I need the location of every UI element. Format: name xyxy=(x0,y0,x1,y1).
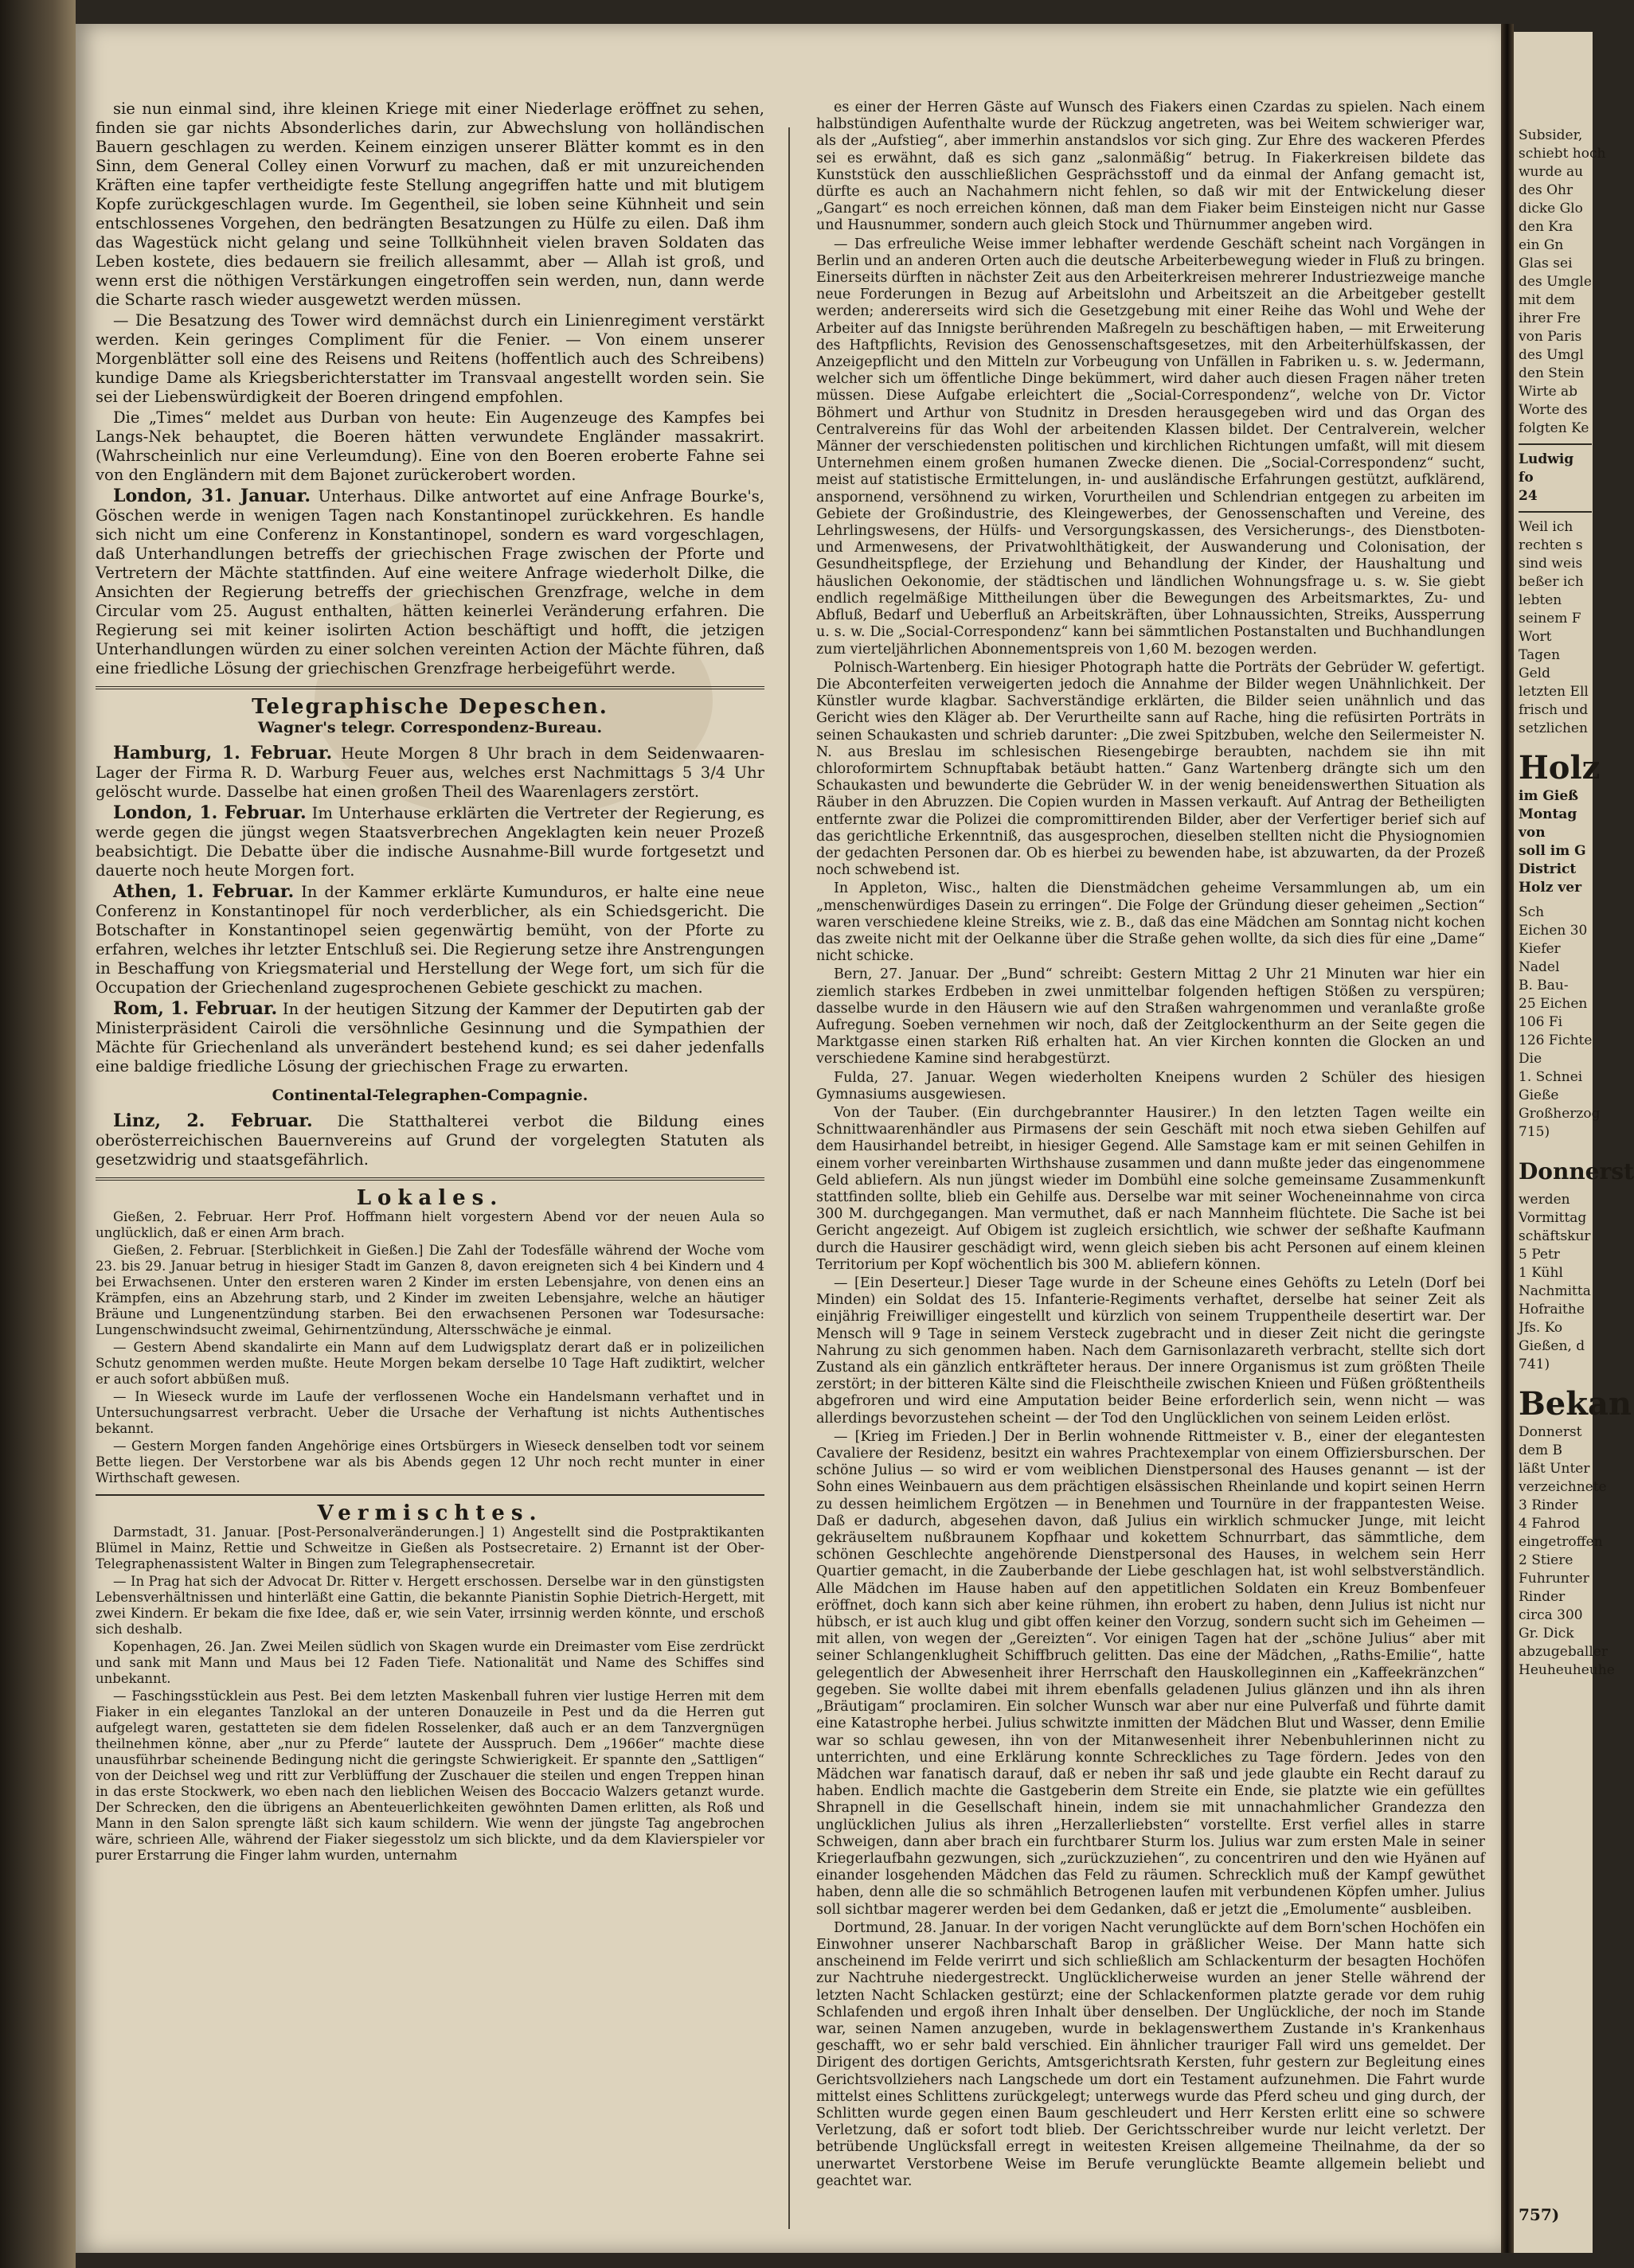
article-london xyxy=(96,486,764,678)
text-fragment: Tagen xyxy=(1519,647,1561,663)
dateline: Linz, 2. Februar. xyxy=(113,1111,313,1131)
paragraph: Dortmund, 28. Januar. In der vorigen Nacht verunglückte auf dem Born'schen Hochöfen ein Einwohner unserer Nachbarschaft Barop in gräßlicher Weise. Der Mann hatte sich anscheinend im Felde verirrt und sich schließlich am Schlackenturm der besagten Hochöfen zur Nachtruhe niedergestreckt. Unglücklicherweise wurden an jener Stelle während der letzten Nacht Schlacken gestürzt; eine der Schlackenformen platzte gerade vor dem ruhig Schlafenden und ergoß ihren Inhalt über denselben. Der Unglückliche, der noch im Stande war, seinen Namen anzugeben, wurde in beklagenswerthem Zustande in's Krankenhaus geschafft, wo er sehr bald verschied. Ein ähnlicher trauriger Fall wird uns gemeldet. Der Dirigent des dortigen Gerichts, Amtsgerichtsrath Kersten, fuhr gestern zur Begleitung eines Gerichtsvollziehers nach Langschede um dort ein Testament aufzunehmen. Die Fahrt wurde mittelst eines Schlittens zurückgelegt; unterwegs wurde das Pferd scheu und ging durch, der Schlitten wurde gegen einen Baum geschleudert und Herr Kersten erlitt eine so schwere Verletzung, daß er sofort todt blieb. Der Gerichtsschreiber wurde nur leicht verletzt. Der betrübende Unglücksfall erregt in weitesten Kreisen allgemeine Theilnahme, da der so unerwartet Verstorbene Weise im Berufe verunglückte Beamte allgemein beliebt und geachtet war. xyxy=(816,1919,1485,2189)
text-fragment: läßt Unter xyxy=(1519,1461,1590,1477)
section-heading-vermischtes: Vermischtes. xyxy=(317,1501,543,1525)
fragment-group xyxy=(1519,451,1592,505)
text-fragment: Fuhrunter xyxy=(1519,1571,1589,1587)
text-fragment: Vormittag xyxy=(1519,1210,1587,1226)
paragraph: Von der Tauber. (Ein durchgebrannter Hausirer.) In den letzten Tagen weilte ein Schnittwaarenhändler aus Pirmasens der sein Geschäft mit noch etwa sieben Gehilfen auf dem Hausirhandel betreibt, in hiesiger Gegend. Alle Samstage kam er mit seinen Gehilfen in einem vorher vereinbarten Wirthshause zusammen und dann mußte jeder das eingenommene Geld abliefern. Als nun jüngst wieder im Dombühl eine solche gemeinsame Zusammenkunft stattfinden sollte, blieb ein Gehilfe aus. Derselbe war mit seiner Wocheneinnahme von circa 300 M. durchgegangen. Man vermuthet, daß er nach Mannheim flüchtete. Die Sache ist bei Gericht angezeigt. Auf Obigem ist zugleich ersichtlich, wie schwer der seßhafte Kaufmann durch die Hausirer geschädigt wird, wenn gleich sieben bis acht Personen auf einem kleinen Territorium per Kopf wöchentlich bis 300 M. abliefern können. xyxy=(816,1104,1485,1273)
left-column xyxy=(96,100,764,1865)
text-fragment: Subsider, xyxy=(1519,127,1583,143)
text-fragment: seinem F xyxy=(1519,611,1581,627)
book-gutter xyxy=(1501,24,1514,2253)
text-fragment: frisch und xyxy=(1519,702,1589,718)
paragraph: Polnisch-Wartenberg. Ein hiesiger Photograph hatte die Porträts der Gebrüder W. gefertigt. Die Abconterfeiten verweigerten jedoch die Annahme der Bilder wegen Unähnlichkeit. Der Künstler wurde klagbar. Sachverständige erklärten, die Bilder seien unähnlich und das Gericht wies den Kläger ab. Der Verurtheilte sann auf Rache, hing die refüsirten Porträts in seinen Schaukasten und schrieb darunter: „Die zwei Spitzbuben, welche den Seilermeister N. N. aus Breslau im schlesischen Riesengebirge beraubten, nachdem sie ihn mit chloroformirtem Schnupftabak betäubt hatten.“ Ganz Wartenberg drängte sich um den Schaukasten und bewunderte die Gebrüder W. in der wenig beneidenswerthen Situation als Räuber in den Abruzzen. Die Copien wurden in Massen verkauft. Auf Antrag der Betheiligten entfernte zwar die Polizei die compromittirenden Bilder, aber der Verfertiger berief sich auf das gerichtliche Erkenntniß, das ausgesprochen, dieselben stellten nicht die Physiognomien der gedachten Personen dar. Ob es hierbei zu bewenden habe, ist abzuwarten, da der Prozeß noch schwebend ist. xyxy=(816,659,1485,879)
text-fragment: fo xyxy=(1519,470,1534,486)
text-fragment: Worte des xyxy=(1519,402,1588,418)
paragraph: Fulda, 27. Januar. Wegen wiederholten Kneipens wurden 2 Schüler des hiesigen Gymnasiums ausgewiesen. xyxy=(816,1069,1485,1103)
lokales-item: Gießen, 2. Februar. Herr Prof. Hoffmann hielt vorgestern Abend vor der neuen Aula so unglücklich, daß er einen Arm brach. xyxy=(96,1209,764,1240)
text-fragment: des Umgl xyxy=(1519,347,1584,363)
text-fragment: Ludwig xyxy=(1519,451,1574,467)
text-fragment: 3 Rinder xyxy=(1519,1497,1578,1513)
text-fragment: Donnerst xyxy=(1519,1424,1582,1440)
paragraph: In Appleton, Wisc., halten die Dienstmädchen geheime Versammlungen ab, um ein „menschenwürdiges Dasein zu erringen“. Die Folge der Gründung dieser geheimen „Section“ waren verschiedene kleine Streiks, wie z. B., daß das eine Mädchen am Sonntag nicht kochen das zweite nicht mit der Oelkanne über die Straße gehen wollte, da sich dies für eine „Dame“ nicht schicke. xyxy=(816,880,1485,965)
text-fragment: 126 Fichte xyxy=(1519,1033,1593,1048)
paragraph: — [Krieg im Frieden.] Der in Berlin wohnende Rittmeister v. B., einer der elegantesten Cavaliere der Residenz, besitzt ein wahres Prachtexemplar von einem Offiziersburschen. Der schöne Julius — so wird er vom weiblichen Dienstpersonal des Hauses genannt — ist der Sohn eines Weinbauern aus dem prächtigen elsässischen Rheinlande und kopirt seinen Herrn zu dessen heimlichem Ergötzen — in Benehmen und Tournüre in der frappantesten Weise. Daß er dadurch, abgesehen davon, daß Julius ein wirklich schmucker Junge, mit leicht gekräuseltem nußbraunem Kopfhaar und kokettem Schnurrbart, das sämmtliche, dem schönen Geschlechte angehörende Dienstpersonal des Hauses, in welchem sein Herr Quartier gemacht, in die Zauberbande der Liebe geschlagen hat, ist wohl selbstverständlich. Alle Mädchen im Hause haben auf den appetitlichen Soldaten ein Kreuz Bombenfeuer eröffnet, doch kann sich aber keine rühmen, ihn erobert zu haben, denn Julius ist nicht nur hübsch, er ist auch klug und gibt offen keiner den Vorzug, sondern sucht sich im Geheimen — mit allen, von wegen der „Gereizten“. Vor einigen Tagen hat der „schöne Julius“ aber mit seiner Schlangenklugheit Schiffbruch gelitten. Das eine der Mädchen, „Raths-Emilie“, hatte gelegentlich der Abwesenheit ihrer Herrschaft den Hauskolleginnen ein „Kaffeekränzchen“ gegeben. Sie wollte dabei mit ihrem ebenfalls geladenen Julius glänzen und ihn als ihren „Bräutigam“ proclamiren. Ein solcher Wunsch war aber nur eine Pulverfaß und führte damit eine Katastrophe herbei. Julius schwitzte inmitten der Mädchen Blut und Wasser, denn Emilie war so schlau gewesen, ihn von der Mitanwesenheit ihrer Nebenbuhlerinnen nicht zu unterrichten, und eine Erklärung konnte Schreckliches zu Tage fördern. Jedes von den Mädchen war fanatisch darauf, daß er neben ihr saß und jede glaubte ein Recht darauf zu haben. Endlich machte die Gastgeberin dem Streite ein Ende, sie platzte wie ein gefülltes Shrapnell in die Gesellschaft hinein, indem sie mit unnachahmlicher Grandezza den unglücklichen Julius als ihren „Herzallerliebsten“ vorstellte. Erst verfiel alles in starre Schweigen, dann aber brach ein furchtbarer Sturm los. Julius war zum ersten Male in seiner Kriegerlaufbahn gezwungen, sich „zurückzuziehen“, zu concentriren und den wie Hyänen auf einander losgehenden Mädchen das Feld zu räumen. Schrecklich muß der Kampf gewüthet haben, denn alle die so schmählich Betrogenen laufen mit verbundenen Köpfen umher. Julius soll sichtbar magerer werden bei dem Gedanken, daß er jetzt die „Emolumente“ ausbleiben. xyxy=(816,1428,1485,1918)
text-fragment: Glas sei xyxy=(1519,256,1573,271)
section-subheading: Wagner's telegr. Correspondenz-Bureau. xyxy=(257,719,603,736)
text-fragment: Hofraithe xyxy=(1519,1302,1585,1317)
text-fragment: 1 Kühl xyxy=(1519,1265,1563,1281)
divider xyxy=(1519,511,1592,513)
text-fragment: 5 Petr xyxy=(1519,1247,1560,1263)
text-fragment: Geld xyxy=(1519,666,1550,681)
text-fragment: abzugeballer xyxy=(1519,1644,1608,1660)
paragraph: sie nun einmal sind, ihre kleinen Kriege mit einer Niederlage eröffnet zu sehen, finden sie gar nichts Absonderliches darin, zur Abwechslung von holländischen Bauern geschlagen zu werden. Keinem einzigen unserer Blätter kommt es in den Sinn, dem General Colley einen Vorwurf zu machen, daß er mit unzureichenden Kräften eine tapfer vertheidigte feste Stellung angegriffen hatte und mit blutigem Kopfe zurückgeschlagen wurde. Im Gegentheil, sie loben seine Kühnheit und sein entschlossenes Vorgehen, den bedrängten Besatzungen zu Hülfe zu eilen. Daß ihm das Wagestück nicht gelang und seine Tollkühnheit vielen braven Soldaten das Leben kostete, dies bedauern sie freilich allesammt, aber — Allah ist groß, und wenn erst die nöthigen Verstärkungen eingetroffen sein werden, nun, dann werde die Scharte rasch wieder ausgewetzt werden müssen. xyxy=(96,100,764,309)
text-fragment: Sch xyxy=(1519,904,1545,920)
text-fragment: 1. Schnei xyxy=(1519,1069,1583,1085)
text-fragment: 106 Fi xyxy=(1519,1014,1563,1030)
dateline: London, 1. Februar. xyxy=(113,802,307,823)
text-fragment: im Gieß xyxy=(1519,788,1579,804)
text-fragment: werden xyxy=(1519,1192,1570,1208)
text-fragment: Nadel xyxy=(1519,959,1560,975)
section-heading-lokales: Lokales. xyxy=(356,1186,504,1210)
article-text: Unterhaus. Dilke antwortet auf eine Anfrage Bourke's, Göschen werde in wenigen Tagen nach Konstantinopel zurückkehren. Es handle sich nicht um eine Conferenz in Konstantinopel, sondern es ward vorgeschlagen, daß Unterhandlungen betreffs der griechischen Frage zwischen der Pforte und Vertretern der Mächte stattfinden. Auf eine weitere Anfrage wiederholt Dilke, die Ansichten der Regierung betreffs der griechischen Grenzfrage, welche in dem Circular vom 25. August enthalten, hätten keinerlei Veränderung erfahren. Die Regierung sei mit keiner isolirten Action beschäftigt und hofft, die jetzigen Unterhandlungen würden zu einer solchen vereinten Action der Mächte führen, daß eine friedliche Lösung der griechischen Grenzfrage herbeigeführt werde. xyxy=(96,487,764,677)
article-linz xyxy=(96,1111,764,1169)
text-fragment: Heuheuheuhe xyxy=(1519,1662,1615,1678)
text-fragment: beßer ich xyxy=(1519,574,1584,590)
ad-heading: Holz xyxy=(1519,749,1601,787)
text-fragment: mit dem xyxy=(1519,292,1575,308)
text-fragment: lebten xyxy=(1519,592,1562,608)
paragraph: es einer der Herren Gäste auf Wunsch des Fiakers einen Czardas zu spielen. Nach einem halbstündigen Aufenthalte wurde der Rückzug angetreten, was bei Weitem schwieriger war, als der „Aufstieg“, aber immerhin anstandslos vor sich ging. Zur Ehre des wackeren Pferdes sei es erwähnt, daß es sich ganz „salonmäßig“ betrug. In Fiakerkreisen bildete das Kunststück den ausschließlichen Gesprächsstoff und da einmal der Anfang gemacht ist, dürfte es auch an Nachahmern nicht fehlen, so daß wir mit der Entwickelung dieser „Gangart“ es noch erreichen können, daß man dem Fiaker beim Einsteigen nicht nur Gasse und Hausnummer, sondern auch gleich Stock und Thürnummer angeben wird. xyxy=(816,100,1485,234)
page-number: 757) xyxy=(1519,2205,1560,2224)
text-fragment: Holz ver xyxy=(1519,880,1582,896)
text-fragment: rechten s xyxy=(1519,537,1583,553)
fragment-group xyxy=(1519,519,1592,737)
dateline: London, 31. Januar. xyxy=(113,486,311,506)
text-fragment: Kiefer xyxy=(1519,941,1561,957)
text-fragment: von Paris xyxy=(1519,329,1582,345)
dateline: Athen, 1. Februar. xyxy=(113,881,295,902)
fragment-group xyxy=(1519,788,1592,896)
text-fragment: Montag xyxy=(1519,806,1577,822)
text-fragment: den Kra xyxy=(1519,219,1573,235)
next-page-strip xyxy=(1514,32,1634,2253)
article-text: Im Unterhause erklärten die Vertreter der Regierung, es werde gegen die jüngst wegen Staatsverbrechen Angeklagten kein neuer Prozeß beabsichtigt. Die Debatte über die indische Ausnahme-Bill wurde fortgesetzt und dauerte noch heute Morgen fort. xyxy=(96,804,764,880)
text-fragment: Gießen, d xyxy=(1519,1338,1585,1354)
section-subheading-continental: Continental-Telegraphen-Compagnie. xyxy=(272,1087,588,1104)
vermischtes-item: Darmstadt, 31. Januar. [Post-Personalveränderungen.] 1) Angestellt sind die Postpraktikanten Blümel in Mainz, Rettie und Schweitze in Gießen als Postsecretaire. 2) Ernannt ist der Ober-Telegraphenassistent Walter in Bingen zum Telegraphensecretair. xyxy=(96,1524,764,1571)
text-fragment: Rinder xyxy=(1519,1589,1566,1605)
fragment-group xyxy=(1519,127,1606,437)
text-fragment: verzeichnete xyxy=(1519,1479,1607,1495)
fragment-group xyxy=(1519,1192,1592,1373)
vermischtes-item: — Faschingsstücklein aus Pest. Bei dem letzten Maskenball fuhren vier lustige Herren mit dem Fiaker in ein elegantes Tanzlokal an der unteren Donauzeile in Pest und da die Herren gut aufgelegt waren, gestatteten sie dem fidelen Rosselenker, daß auch er an dem Tanzvergnügen theilnehmen könne, aber „nur zu Pferde“ lautete der Ausspruch. Dem „1966er“ machte diese unausführbar scheinende Bedingung nicht die geringste Schwierigkeit. Er spannte den „Sattligen“ von der Deichsel weg und ritt zur Verblüffung der Zuschauer die steilen und engen Treppen hinan in das erste Stockwerk, wo eben nach den lieblichen Weisen des Boccacio Walzers getanzt wurde. Der Schrecken, den die übrigens an Abenteuerlichkeiten gewöhnten Damen erlitten, als Roß und Mann in den Salon sprengte läßt sich kaum schildern. Wie wenn der jüngste Tag angebrochen wäre, schrieen Alle, während der Fiaker siegesstolz um sich blickte, und da dem Klavierspieler vor purer Erstarrung die Finger lahm wurden, unternahm xyxy=(96,1688,764,1863)
article-text: Die Statthalterei verbot die Bildung eines oberösterreichischen Bauernvereins auf Grund der vorgelegten Statuten als gesetzwidrig und staatsgefährlich. xyxy=(96,1112,764,1169)
section-heading-telegraph: Telegraphische Depeschen. xyxy=(252,695,608,719)
article-athen xyxy=(96,882,764,997)
book-edge xyxy=(0,0,76,2268)
text-fragment: 24 xyxy=(1519,488,1538,504)
text-fragment: District xyxy=(1519,861,1577,877)
paragraph: — Die Besatzung des Tower wird demnächst durch ein Linienregiment verstärkt werden. Kein geringes Compliment für die Fenier. — Von einem unserer Morgenblätter soll eine des Reisens und Reitens (hoffentlich auch des Schreibens) kundige Dame als Kriegsberichterstatter im Transvaal angestellt worden sein. Sie sei der Liebenswürdigkeit der Boeren dringend empfohlen. xyxy=(96,311,764,406)
section-divider xyxy=(96,1177,764,1181)
text-fragment: 25 Eichen xyxy=(1519,996,1588,1012)
text-fragment: ihrer Fre xyxy=(1519,310,1581,326)
text-fragment: des Umgle xyxy=(1519,274,1592,290)
text-fragment: 715) xyxy=(1519,1124,1550,1140)
text-fragment: wurde au xyxy=(1519,164,1584,180)
paragraph: Die „Times“ meldet aus Durban von heute: Ein Augenzeuge des Kampfes bei Langs-Nek behauptet, die Boeren hätten verwundete Engländer massakrirt. (Wahrscheinlich nur eine Verleumdung). Eine von den Boeren eroberte Fahne sei von den Engländern mit dem Bajonet zurückerobert worden. xyxy=(96,408,764,484)
column-rule xyxy=(788,127,790,2229)
divider xyxy=(1519,443,1592,445)
article-text: In der Kammer erklärte Kumunduros, er halte eine neue Conferenz in Konstantinopel für noch verderblicher, als ein Schiedsgericht. Die Botschafter in Konstantinopel seien gegenwärtig bemüht, von der Pforte zu erfahren, welches ihr letzter Entschluß sei. Die Regierung setze ihre Anstrengungen in Beschaffung von Kriegsmaterial und Herstellung der Wege fort, um sich für die Occupation der Griechenland zugesprochenen Gebiete geschickt zu machen. xyxy=(96,883,764,997)
article-rom xyxy=(96,999,764,1076)
fragment-group xyxy=(1519,1424,1615,1679)
ad-heading: Donnerst xyxy=(1519,1158,1634,1185)
text-fragment: setzlichen xyxy=(1519,720,1588,736)
text-fragment: den Stein xyxy=(1519,365,1585,381)
text-fragment: letzten Ell xyxy=(1519,684,1589,700)
text-fragment: 741) xyxy=(1519,1357,1550,1372)
dateline: Hamburg, 1. Februar. xyxy=(113,743,333,763)
article-text: Heute Morgen 8 Uhr brach in dem Seidenwaaren-Lager der Firma R. D. Warburg Feuer aus, welches erst Nachmittags 5 3/4 Uhr gelöscht wurde. Dasselbe hat einen großen Theil des Waarenlagers zerstört. xyxy=(96,744,765,801)
text-fragment: Wirte ab xyxy=(1519,384,1578,400)
lokales-item: — Gestern Abend skandalirte ein Mann auf dem Ludwigsplatz derart daß er in polizeilichen Schutz genommen werden mußte. Heute Morgen bekam derselbe 10 Tage Haft zudiktirt, welcher er auch sofort abbüßen muß. xyxy=(96,1340,764,1387)
text-fragment: Nachmitta xyxy=(1519,1283,1591,1299)
dateline: Rom, 1. Februar. xyxy=(113,998,278,1019)
lokales-item: — In Wieseck wurde im Laufe der verflossenen Woche ein Handelsmann verhaftet und in Untersuchungsarrest verbracht. Ueber die Ursache der Verhaftung ist nichts Authentisches bekannt. xyxy=(96,1389,764,1436)
text-fragment: dicke Glo xyxy=(1519,201,1583,217)
text-fragment: sind weis xyxy=(1519,556,1583,572)
paragraph: Bern, 27. Januar. Der „Bund“ schreibt: Gestern Mittag 2 Uhr 21 Minuten war hier ein ziemlich starkes Erdbeben in zwei unmittelbar folgenden heftigen Stößen zu verspüren; dasselbe wurde in den Häusern wie auf den Straßen wahrgenommen und veranlaßte große Aufregung. Soeben vernehmen wir noch, daß der Zeitglockenthurm an der Seite gegen die Marktgasse einen starken Riß erhalten hat. An vier Kirchen konnten die Glocken an und verschiedene Kamine sind herabgestürzt. xyxy=(816,966,1485,1068)
text-fragment: Jfs. Ko xyxy=(1519,1320,1563,1336)
text-fragment: Die xyxy=(1519,1051,1542,1067)
text-fragment: Weil ich xyxy=(1519,519,1573,535)
article-london2 xyxy=(96,803,764,880)
text-fragment: 4 Fahrod xyxy=(1519,1516,1581,1532)
text-fragment: eingetroffen xyxy=(1519,1534,1603,1550)
text-fragment: Gieße xyxy=(1519,1087,1559,1103)
text-fragment: Wort xyxy=(1519,629,1552,645)
ad-heading: Bekan xyxy=(1519,1385,1632,1423)
section-divider xyxy=(96,1494,764,1496)
vermischtes-item: — In Prag hat sich der Advocat Dr. Ritter v. Hergett erschossen. Derselbe war in den günstigsten Lebensverhältnissen und hinterläßt eine Gattin, die bekannte Pianistin Sophie Dietrich-Hergett, mit zwei Kindern. Er bekam die fixe Idee, daß er, wie sein Vater, irrsinnig werden könnte, und erschoß sich deshalb. xyxy=(96,1574,764,1637)
text-fragment: circa 300 xyxy=(1519,1607,1583,1623)
next-page-column xyxy=(1519,127,1634,1681)
section-divider xyxy=(96,686,764,689)
paragraph: — Das erfreuliche Weise immer lebhafter werdende Geschäft scheint nach Vorgängen in Berlin und an anderen Orten auch die deutsche Arbeiterbewegung wieder in Fluß zu bringen. Einerseits dürften in nächster Zeit aus den Arbeiterkreisen mehrerer Industriezweige manche neue Forderungen in Bezug auf Arbeitslohn und Arbeitszeit an die Arbeitgeber gestellt werden; andererseits wird sich die Gesetzgebung mit einer Reihe das Wohl und Wehe der Arbeiter auf das Innigste berührenden Maßregeln zu beschäftigen haben, — mit Erweiterung des Haftpflichts, Revision des Genossenschaftsgesetzes, mit den Arbeiterhülfskassen, der Anzeigepflicht und den Mitteln zur Vorbeugung von Unfällen in Fabriken u. s. w. Jedermann, welcher sich um öffentliche Dinge bekümmert, wird daher auch diesen Fragen näher treten müssen. Diese Aufgabe erleichtert die „Social-Correspondenz“, welche von Dr. Victor Böhmert und Arthur von Studnitz in Dresden herausgegeben wird und das Organ des Centralvereins für das Wohl der arbeitenden Klassen bildet. Der Centralverein, welcher Männer der verschiedensten politischen und kirchlichen Richtungen umfaßt, will mit diesem Unternehmen einem großen humanen Zwecke dienen. Die „Social-Correspondenz“ sucht, meist auf statistische Ermittelungen, in- und ausländische Erfahrungen gestützt, aufklärend, anspornend, versöhnend zu wirken, Vorurtheilen und Schlendrian entgegen zu arbeiten im Gebiete der Großindustrie, des Kleingewerbes, der Genossenschaften und Vereine, des Lehrlingswesens, der Hülfs- und Versorgungskassen, des Versicherungs-, des Dienstboten- und Armenwesens, der Privatwohlthätigkeit, der Auswanderung und Colonisation, der Gesundheitspflege, der Erziehung und Behandlung der Kinder, der Haushaltung und häuslichen Oekonomie, der städtischen und ländlichen Wohnungsfrage u. s. w. Sie giebt endlich regelmäßige Mittheilungen über die Bewegungen des Arbeitsmarktes, Zu- und Abfluß, Bedarf und Ueberfluß an Arbeitskräften, über Lohnaussichten, Streiks, Aussperrung u. s. w. Die „Social-Correspondenz“ kann bei sämmtlichen Postanstalten und Buchhandlungen zum vierteljährlichen Abonnementspreis von 1,60 M. bezogen werden. xyxy=(816,236,1485,658)
text-fragment: von xyxy=(1519,825,1546,841)
vermischtes-item: Kopenhagen, 26. Jan. Zwei Meilen südlich von Skagen wurde ein Dreimaster vom Eise zerdrückt und sank mit Mann und Maus bei 12 Faden Tiefe. Nationalität und Name des Schiffes sind unbekannt. xyxy=(96,1639,764,1686)
text-fragment: folgten Ke xyxy=(1519,420,1589,436)
right-column xyxy=(816,100,1485,2192)
text-fragment: soll im G xyxy=(1519,843,1586,859)
text-fragment: schiebt hoch xyxy=(1519,146,1606,162)
paragraph: — [Ein Deserteur.] Dieser Tage wurde in der Scheune eines Gehöfts zu Leteln (Dorf bei Minden) ein Soldat des 15. Infanterie-Regiments verhaftet, derselbe hat seiner Zeit als einjährig Freiwilliger eingestellt und kürzlich von seinem Truppentheile desertirt war. Der Mensch will 9 Tage in seinem Versteck zugebracht und in dieser Zeit nicht die geringste Nahrung zu sich genommen haben. Nach dem Garnisonlazareth verbracht, stellte sich dort Zustand als ein gänzlich entkräfteter heraus. Der innere Organismus ist zum größten Theile zerstört; in der bitteren Kälte sind die Fleischtheile zwischen Knieen und Füßen größtentheils abgefroren und wird eine Amputation beider Beine erforderlich sein, wenn nicht — was allerdings bevorzustehen scheint — der Tod den Unglücklichen von seinem Leiden erlöst. xyxy=(816,1275,1485,1427)
text-fragment: Eichen 30 xyxy=(1519,923,1588,939)
text-fragment: dem B xyxy=(1519,1442,1562,1458)
article-hamburg xyxy=(96,744,764,802)
text-fragment: Gr. Dick xyxy=(1519,1626,1574,1641)
lokales-item: — Gestern Morgen fanden Angehörige eines Ortsbürgers in Wieseck denselben todt vor seinem Bette liegen. Der Verstorbene war als bis Abends gegen 12 Uhr noch recht munter in einer Wirthschaft gewesen. xyxy=(96,1438,764,1485)
text-fragment: ein Gn xyxy=(1519,237,1564,253)
text-fragment: B. Bau- xyxy=(1519,978,1569,993)
article-text: In der heutigen Sitzung der Kammer der Deputirten gab der Ministerpräsident Cairoli die versöhnliche Gesinnung und die Sympathien der Mächte für Griechenland als unverändert bestehend kund; es sei daher jedenfalls eine baldige friedliche Lösung der griechischen Frage zu erwarten. xyxy=(96,1000,765,1075)
lokales-item: Gießen, 2. Februar. [Sterblichkeit in Gießen.] Die Zahl der Todesfälle während der Woche vom 23. bis 29. Januar betrug in hiesiger Stadt im Ganzen 8, davon ereigneten sich 4 bei Kindern und 4 bei Erwachsenen. Unter den ersteren waren 2 Kinder im ersten Lebensjahre, von denen eins an Krämpfen, eins an Abzehrung starb, und 2 Kinder im zweiten Lebensjahre, welche an häutiger Bräune und Lungenentzündung starben. Bei den erwachsenen Personen war Todesursache: Lungenschwindsucht zweimal, Gehirnentzündung, Altersschwäche je einmal. xyxy=(96,1243,764,1337)
text-fragment: 2 Stiere xyxy=(1519,1552,1573,1568)
text-fragment: Großherzog xyxy=(1519,1106,1601,1122)
text-fragment: schäftskur xyxy=(1519,1228,1591,1244)
fragment-group xyxy=(1519,904,1601,1141)
text-fragment: des Ohr xyxy=(1519,182,1573,198)
